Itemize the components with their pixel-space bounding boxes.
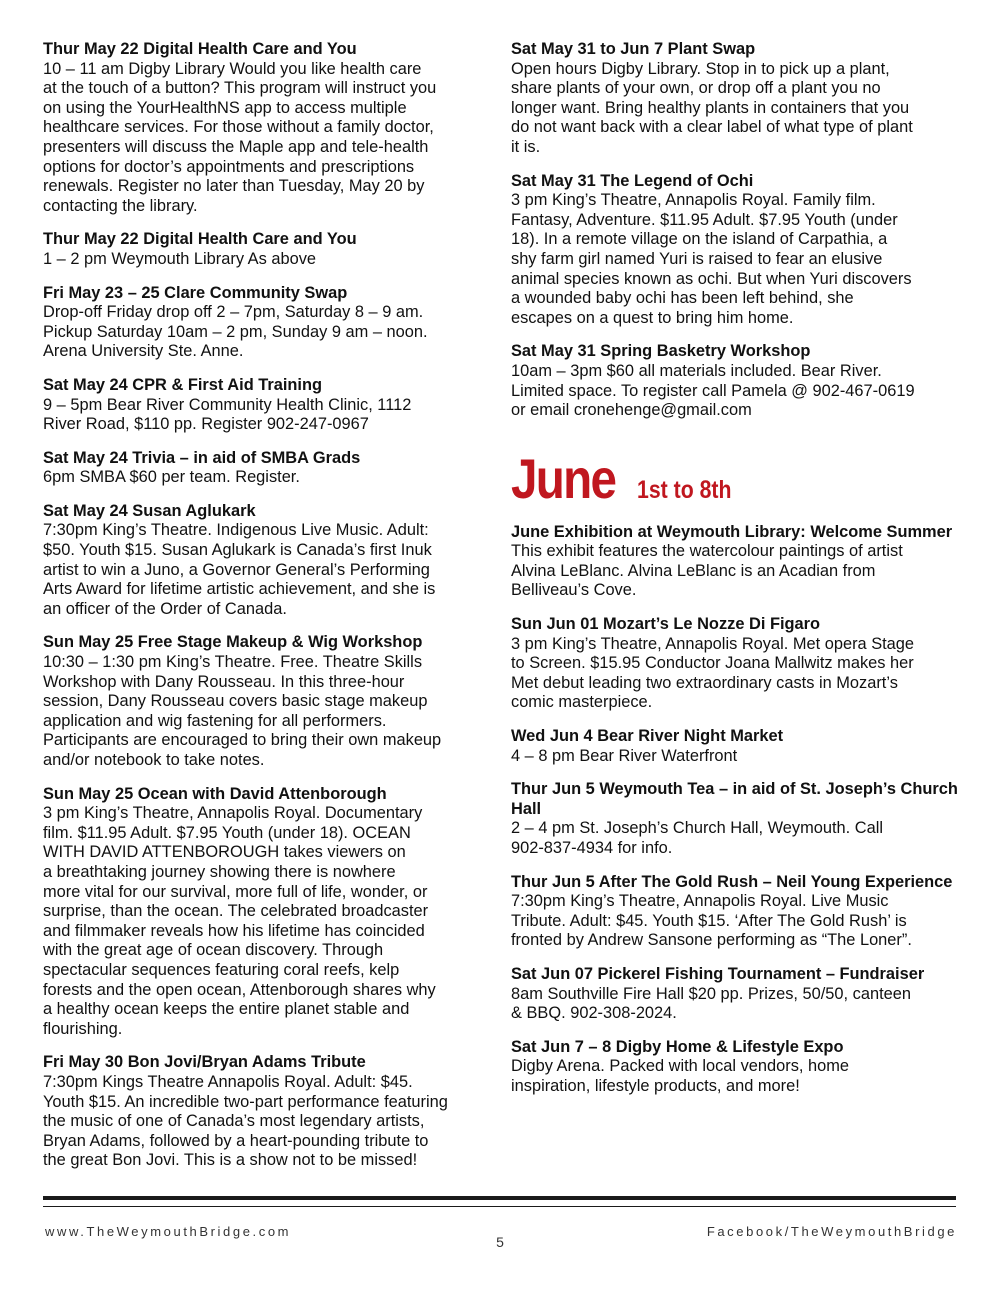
event-description [43, 303, 491, 362]
event-listing [511, 523, 961, 601]
left-event-list [43, 40, 491, 1171]
event-listing [511, 873, 961, 951]
event-description-line: Met debut leading two extraordinary casts in Mozart’s [511, 673, 898, 692]
event-title: Sun May 25 Ocean with David Attenborough [43, 784, 387, 803]
event-description [511, 892, 961, 951]
event-description-line: surprise, than the ocean. The celebrated broadcaster [43, 902, 429, 921]
event-description [511, 747, 961, 767]
event-description-line: fronted by Andrew Sansone performing as “The Loner”. [511, 931, 912, 950]
event-listing [43, 1053, 491, 1171]
event-title: Sat May 24 CPR & First Aid Training [43, 375, 323, 394]
event-description [43, 250, 491, 270]
event-description [511, 191, 961, 328]
event-description-line: the great Bon Jovi. This is a show not to be missed! [43, 1151, 418, 1170]
event-description-line: application and wig fastening for all performers. [43, 711, 387, 730]
event-description-line: 7:30pm King’s Theatre, Annapolis Royal. Live Music [511, 892, 889, 911]
event-title: Sat May 24 Trivia – in aid of SMBA Grads [43, 448, 361, 467]
event-description-line: Bryan Adams, followed by a heart-pounding tribute to [43, 1131, 429, 1150]
event-title: Sat May 24 Susan Aglukark [43, 501, 256, 520]
event-title: Fri May 30 Bon Jovi/Bryan Adams Tribute [43, 1053, 366, 1072]
event-title: Fri May 23 – 25 Clare Community Swap [43, 283, 348, 302]
event-description-line: Belliveau’s Cove. [511, 581, 637, 600]
event-description-line: flourishing. [43, 1019, 123, 1038]
event-description-line: and/or notebook to take notes. [43, 751, 265, 769]
footer-rule-thick [43, 1196, 956, 1200]
event-description-line: Workshop with Dany Rousseau. In this three-hour [43, 672, 405, 691]
event-description [511, 985, 961, 1024]
event-title: June Exhibition at Weymouth Library: Welcome Summer [511, 522, 953, 541]
event-description [43, 468, 491, 488]
event-description-line: with the great age of ocean discovery. Through [43, 941, 384, 960]
event-description-line: the music of one of Canada’s most legendary artists, [43, 1112, 425, 1131]
event-listing [43, 502, 491, 620]
footer-facebook: Facebook/TheWeymouthBridge [706, 1224, 957, 1239]
event-description-line: options for doctor’s appointments and prescriptions [43, 157, 415, 176]
event-description-line: 10am – 3pm $60 all materials included. Bear River. [511, 361, 882, 380]
event-description-line: 9 – 5pm Bear River Community Health Clinic, 1112 [43, 395, 412, 414]
event-description [511, 635, 961, 713]
event-description-line: escapes on a quest to bring him home. [511, 308, 794, 327]
event-description-line: animal species known as ochi. But when Yuri discovers [511, 269, 912, 288]
event-listing [511, 40, 961, 158]
event-listing [43, 633, 491, 770]
event-description-line: 902-837-4934 for info. [511, 839, 673, 857]
event-listing [511, 965, 961, 1024]
event-description-line: session, Dany Rousseau covers basic stage makeup [43, 692, 428, 711]
event-listing [511, 1038, 961, 1097]
footer-website: www.TheWeymouthBridge.com [45, 1224, 292, 1239]
right-event-list-may [511, 40, 961, 421]
event-title: Sat May 31 Spring Basketry Workshop [511, 342, 811, 361]
event-description-line: inspiration, lifestyle products, and more! [511, 1076, 800, 1095]
event-description-line: WITH DAVID ATTENBOROUGH takes viewers on [43, 843, 406, 862]
event-listing [511, 615, 961, 713]
event-description-line: a healthy ocean keeps the entire planet stable and [43, 1000, 410, 1019]
event-description [43, 1073, 491, 1171]
event-description-line: artist to win a Juno, a Governor General’s Performing [43, 560, 430, 579]
event-description-line: shy farm girl named Yuri is raised to fear an elusive [511, 249, 883, 268]
event-description-line: longer want. Bring healthy plants in containers that you [511, 98, 910, 117]
event-description-line: 6pm SMBA $60 per team. Register. [43, 468, 300, 487]
event-title: Sat May 31 to Jun 7 Plant Swap [511, 40, 756, 58]
event-description-line: renewals. Register no later than Tuesday, May 20 by [43, 177, 425, 196]
event-listing [43, 785, 491, 1040]
event-description-line: 7:30pm King’s Theatre. Indigenous Live Music. Adult: [43, 521, 429, 540]
event-title: Thur Jun 5 Weymouth Tea – in aid of St. Joseph’s Church Hall [511, 780, 958, 818]
footer-rule-thin [43, 1206, 956, 1207]
event-description-line: Arts Award for lifetime artistic achievement, and she is [43, 580, 436, 599]
event-listing [511, 780, 961, 858]
event-description-line: spectacular sequences featuring coral reefs, kelp [43, 960, 400, 979]
event-description-line: Fantasy, Adventure. $11.95 Adult. $7.95 Youth (under [511, 210, 898, 229]
event-description-line: Limited space. To register call Pamela @ 902-467-0619 [511, 381, 915, 400]
event-description-line: & BBQ. 902-308-2024. [511, 1004, 677, 1023]
right-event-list-june [511, 523, 961, 1097]
event-description-line: film. $11.95 Adult. $7.95 Youth (under 18). OCEAN [43, 823, 411, 842]
event-description-line: 7:30pm Kings Theatre Annapolis Royal. Adult: $45. [43, 1072, 413, 1091]
event-description-line: 10:30 – 1:30 pm King’s Theatre. Free. Theatre Skills [43, 653, 423, 672]
event-description-line: share plants of your own, or drop off a plant you no [511, 79, 881, 98]
event-description-line: it is. [511, 137, 541, 156]
event-title: Thur May 22 Digital Health Care and You [43, 230, 357, 249]
event-description-line: a breathtaking journey showing there is nowhere [43, 862, 396, 881]
event-description-line: a wounded baby ochi has been left behind, she [511, 289, 854, 308]
event-description-line: 3 pm King’s Theatre, Annapolis Royal. Family film. [511, 191, 876, 210]
event-description-line: 18). In a remote village on the island of Carpathia, a [511, 230, 888, 249]
event-description-line: healthcare services. For those without a family doctor, [43, 118, 434, 137]
event-description-line: 2 – 4 pm St. Joseph’s Church Hall, Weymouth. Call [511, 819, 883, 838]
event-description-line: or email cronehenge@gmail.com [511, 401, 752, 420]
left-column [43, 40, 491, 1185]
event-description [43, 521, 491, 619]
event-description-line: contacting the library. [43, 196, 198, 215]
event-listing [511, 342, 961, 420]
event-description-line: 3 pm King’s Theatre, Annapolis Royal. Documentary [43, 804, 423, 823]
event-description [43, 653, 491, 771]
event-description-line: an officer of the Order of Canada. [43, 599, 287, 618]
event-description [511, 542, 961, 601]
event-description-line: comic masterpiece. [511, 693, 653, 712]
event-description-line: more vital for our survival, more full of life, wonder, or [43, 882, 428, 901]
month-date-range: 1st to 8th [637, 475, 732, 504]
event-description-line: presenters will discuss the Maple app and tele-health [43, 137, 429, 156]
event-description-line: 1 – 2 pm Weymouth Library As above [43, 249, 317, 268]
event-description-line: Open hours Digby Library. Stop in to pick up a plant, [511, 59, 890, 78]
event-description-line: Arena University Ste. Anne. [43, 342, 244, 361]
event-title: Sun May 25 Free Stage Makeup & Wig Workshop [43, 633, 423, 652]
event-title: Sat Jun 7 – 8 Digby Home & Lifestyle Expo [511, 1037, 844, 1056]
right-column [511, 40, 961, 1111]
event-title: Thur May 22 Digital Health Care and You [43, 40, 357, 58]
event-description-line: Participants are encouraged to bring their own makeup [43, 731, 442, 750]
event-description-line: 3 pm King’s Theatre, Annapolis Royal. Met opera Stage [511, 634, 915, 653]
event-listing [43, 449, 491, 488]
event-description [511, 362, 961, 421]
event-description-line: Pickup Saturday 10am – 2 pm, Sunday 9 am – noon. [43, 322, 428, 341]
event-description-line: on using the YourHealthNS app to access multiple [43, 98, 407, 117]
event-title: Sun Jun 01 Mozart’s Le Nozze Di Figaro [511, 615, 821, 634]
event-description [511, 60, 961, 158]
event-description-line: 10 – 11 am Digby Library Would you like health care [43, 59, 422, 78]
event-title: Sat May 31 The Legend of Ochi [511, 171, 754, 190]
event-description-line: $50. Youth $15. Susan Aglukark is Canada’s first Inuk [43, 541, 432, 560]
event-description-line: Digby Arena. Packed with local vendors, home [511, 1057, 850, 1076]
event-description-line: to Screen. $15.95 Conductor Joana Mallwitz makes her [511, 654, 914, 673]
event-listing [43, 230, 491, 269]
event-description [43, 396, 491, 435]
event-title: Wed Jun 4 Bear River Night Market [511, 727, 784, 746]
event-title: Sat Jun 07 Pickerel Fishing Tournament – Fundraiser [511, 964, 925, 983]
event-description-line: at the touch of a button? This program will instruct you [43, 79, 437, 98]
event-description-line: 4 – 8 pm Bear River Waterfront [511, 746, 738, 765]
event-listing [511, 172, 961, 329]
event-listing [511, 727, 961, 766]
event-description-line: forests and the open ocean, Attenborough shares why [43, 980, 436, 999]
event-description-line: 8am Southville Fire Hall $20 pp. Prizes, 50/50, canteen [511, 984, 911, 1003]
event-description-line: do not want back with a clear label of what type of plant [511, 118, 913, 137]
event-listing [43, 376, 491, 435]
page-number: 5 [496, 1234, 504, 1250]
event-listing [43, 40, 491, 216]
event-description-line: Alvina LeBlanc. Alvina LeBlanc is an Acadian from [511, 561, 876, 580]
event-description-line: This exhibit features the watercolour paintings of artist [511, 542, 903, 561]
event-description [43, 804, 491, 1039]
event-title: Thur Jun 5 After The Gold Rush – Neil Young Experience [511, 872, 953, 891]
june-heading [511, 446, 961, 511]
event-description [511, 819, 961, 858]
event-description [511, 1057, 961, 1096]
event-description-line: River Road, $110 pp. Register 902-247-0967 [43, 415, 369, 434]
event-description-line: and filmmaker reveals how his lifetime has coincided [43, 921, 425, 940]
event-listing [43, 284, 491, 362]
event-description-line: Youth $15. An incredible two-part performance featuring [43, 1092, 448, 1111]
event-description-line: Tribute. Adult: $45. Youth $15. ‘After The Gold Rush’ is [511, 911, 907, 930]
event-description-line: Drop-off Friday drop off 2 – 7pm, Saturday 8 – 9 am. [43, 303, 424, 322]
month-name: June [511, 446, 616, 510]
event-description [43, 60, 491, 217]
